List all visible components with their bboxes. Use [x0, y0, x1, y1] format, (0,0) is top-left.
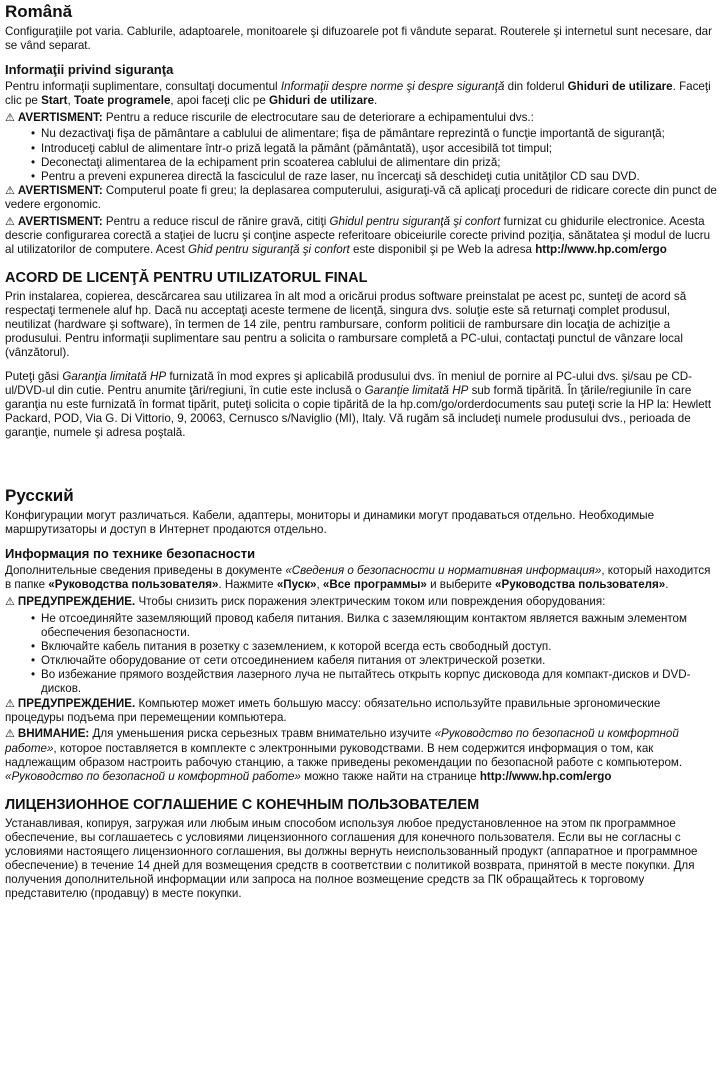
- bullet-marker: •: [31, 611, 36, 625]
- bullet-marker: •: [31, 668, 36, 682]
- warning-injury: [5, 727, 717, 784]
- bullet-item: [5, 654, 717, 668]
- warning-icon: ⚠: [5, 596, 15, 609]
- warning-text: AVERTISMENT: Pentru a reduce riscul de rănire gravă, citiţi Ghidul pentru siguranţă şi confort furnizat cu ghidurile electronice. Acesta descrie configurarea corectă a staţiei de lucru şi conţine aspecte referitoare obiceiurile corecte privind poziţia, sănătatea şi modul de lucru al utilizatorilor de computere. Acest Ghid pentru siguranţă şi confort este disponibil şi pe Web la adresa http://www.hp.com/ergo: [5, 214, 711, 257]
- warning-icon: ⚠: [5, 112, 15, 125]
- bullet-marker: •: [31, 127, 36, 141]
- bullet-text: Deconectaţi alimentarea de la echipament prin scoaterea cablului de alimentare din priză;: [41, 155, 501, 169]
- bullet-item: [5, 156, 717, 170]
- safety-heading: Информация по технике безопасности: [5, 546, 256, 562]
- warning-text: AVERTISMENT: Pentru a reduce riscurile de electrocutare sau de deteriorare a echipamentului dvs.:: [17, 111, 534, 125]
- bullet-marker: •: [31, 640, 36, 654]
- warning-text: ВНИМАНИЕ: Для уменьшения риска серьезных травм внимательно изучите «Руководство по безопасной и комфортной работе», которое поставляется в комплекте с электронными руководствами. В нем содержится информация о том, как надлежащим образом настроить рабочую станцию, а также приведены рекомендации по безопасной работе с компьютером. «Руководство по безопасной и комфортной работе» можно также найти на странице http://www.hp.com/ergo: [5, 727, 683, 783]
- bullet-marker: •: [31, 141, 36, 155]
- warning-icon: ⚠: [5, 728, 15, 741]
- warning-heavy: [5, 184, 717, 213]
- intro-paragraph: Configuraţiile pot varia. Cablurile, adaptoarele, monitoarele şi difuzoarele pot fi vândute separat. Routerele şi internetul sunt necesare, dar se vând separat.: [5, 24, 712, 52]
- warning-heavy: [5, 697, 717, 726]
- warning-electrocution: [5, 595, 717, 609]
- eula-heading: ЛИЦЕНЗИОННОЕ СОГЛАШЕНИЕ С КОНЕЧНЫМ ПОЛЬЗОВАТЕЛЕМ: [5, 797, 480, 813]
- bullet-item: [5, 640, 717, 654]
- bullet-text: Во избежание прямого воздействия лазерного луча не пытайтесь открыть корпус дисковода для компакт-дисков и DVD-дисков.: [41, 668, 691, 696]
- warning-text: ПРЕДУПРЕЖДЕНИЕ. Чтобы снизить риск поражения электрическим током или повреждения оборудования:: [17, 595, 606, 609]
- eula-paragraph-2: Puteţi găsi Garanţia limitată HP furnizată în mod expres şi aplicabilă produsului dvs. în meniul de pornire al PC-ului dvs. şi/sau pe CD-ul/DVD-ul din cutie. Pentru anumite ţări/regiuni, în cutie este inclusă o Garanţie limitată HP sub formă tipărită. În ţările/regiunile în care garanţia nu este furnizată în format tipărit, puteţi solicita o copie tipărită de la hp.com/go/orderdocuments sau puteţi scrie la HP la: Hewlett Packard, POD, Via G. Di Vittorio, 9, 20063, Cernusco s/Naviglio (MI), Italy. Vă rugăm să includeţi numele produsului dvs., perioada de garanţie, numele şi adresa poştală.: [5, 369, 712, 440]
- warning-injury: [5, 215, 717, 258]
- bullet-item: [5, 668, 717, 696]
- safety-heading: Informaţii privind siguranţa: [5, 61, 174, 77]
- eula-paragraph-1: Prin instalarea, copierea, descărcarea sau utilizarea în alt mod a oricărui produs software preinstalat pe acest pc, sunteţi de acord să respectaţi termenele aluf hp. Dacă nu acceptaţi aceste termene de licenţă, singura dvs. soluţie este să returnaţi complet produsul, neutilizat (hardware şi software), în termen de 14 zile, pentru rambursare, conform politicii de rambursare din locaţia de achiziţie a produsului. Pentru informaţii suplimentare sau pentru a solicita o rambursare completă a PC-ului, contactaţi punctul de vânzare local (vânzătorul).: [5, 289, 687, 360]
- eula-heading: ACORD DE LICENŢĂ PENTRU UTILIZATORUL FINAL: [5, 270, 368, 287]
- bullet-text: Не отсоединяйте заземляющий провод кабеля питания. Вилка с заземляющим контактом является важным элементом обеспечения безопасности.: [41, 611, 687, 639]
- safety-intro-paragraph: Дополнительные сведения приведены в документе «Сведения о безопасности и нормативная информация», который находится в папке «Руководства пользователя». Нажмите «Пуск», «Все программы» и выберите «Руководства пользователя».: [5, 564, 711, 592]
- warning-icon: ⚠: [5, 697, 15, 710]
- safety-intro-paragraph: Pentru informaţii suplimentare, consultaţi documentul Informaţii despre norme şi despre siguranţă din folderul Ghiduri de utilizare. Faceţi clic pe Start, Toate programele, apoi faceţi clic pe Ghiduri de utilizare.: [5, 79, 711, 107]
- warning-text: AVERTISMENT: Computerul poate fi greu; la deplasarea computerului, asiguraţi-vă că aplicaţi proceduri de ridicare corecte din punct de vedere ergonomic.: [5, 184, 717, 212]
- bullet-item: [5, 170, 717, 184]
- eula-paragraph-1: Устанавливая, копируя, загружая или любым иным способом используя любое предустановленное на этом пк программное обеспечение, вы соглашаетесь с условиями лицензионного соглашения для конечного пользователя. Если вы не согласны с условиями настоящего лицензионного соглашения, вы должны вернуть неиспользованный продукт (аппаратное и программное обеспечение) в течение 14 дней для возмещения средств в соответствии с политикой возврата, принятой в месте покупки. Для получения дополнительной информации или запроса на полное возмещение средств за ПК обращайтесь к торговому представителю (продавцу) в месте покупки.: [5, 816, 698, 901]
- romanian-section: [5, 2, 717, 440]
- bullet-marker: •: [31, 169, 36, 183]
- bullet-marker: •: [31, 654, 36, 668]
- intro-paragraph: Конфигурации могут различаться. Кабели, адаптеры, мониторы и динамики могут продаваться отдельно. Необходимые маршрутизаторы и доступ в Интернет продаются отдельно.: [5, 508, 655, 537]
- bullet-text: Introduceţi cablul de alimentare într-o priză legată la pământ (pământată), uşor accesibilă tot timpul;: [41, 141, 553, 155]
- bullet-marker: •: [31, 155, 36, 169]
- bullet-item: [5, 127, 717, 141]
- bullet-text: Отключайте оборудование от сети отсоединением кабеля питания от электрической розетки.: [41, 654, 546, 668]
- warning-icon: ⚠: [5, 215, 15, 228]
- bullet-text: Pentru a preveni expunerea directă la fasciculul de raze laser, nu încercaţi să deschideţi cutia unităţilor CD sau DVD.: [41, 169, 640, 183]
- bullet-text: Включайте кабель питания в розетку с заземлением, к которой всегда есть свободный доступ.: [41, 640, 552, 654]
- section-title-russian: Русский: [5, 486, 74, 506]
- section-title-romanian: Română: [5, 2, 73, 21]
- warning-text: ПРЕДУПРЕЖДЕНИЕ. Компьютер может иметь большую массу: обязательно используйте правильные эргономические процедуры подъема при перемещении компьютера.: [5, 696, 661, 725]
- bullet-item: [5, 142, 717, 156]
- bullet-item: [5, 612, 717, 640]
- warning-icon: ⚠: [5, 185, 15, 198]
- russian-section: [5, 486, 717, 901]
- warning-electrocution: [5, 111, 717, 125]
- bullet-text: Nu dezactivaţi fişa de pământare a cablului de alimentare; fişa de pământare reprezintă o funcţie importantă de siguranţă;: [41, 127, 665, 141]
